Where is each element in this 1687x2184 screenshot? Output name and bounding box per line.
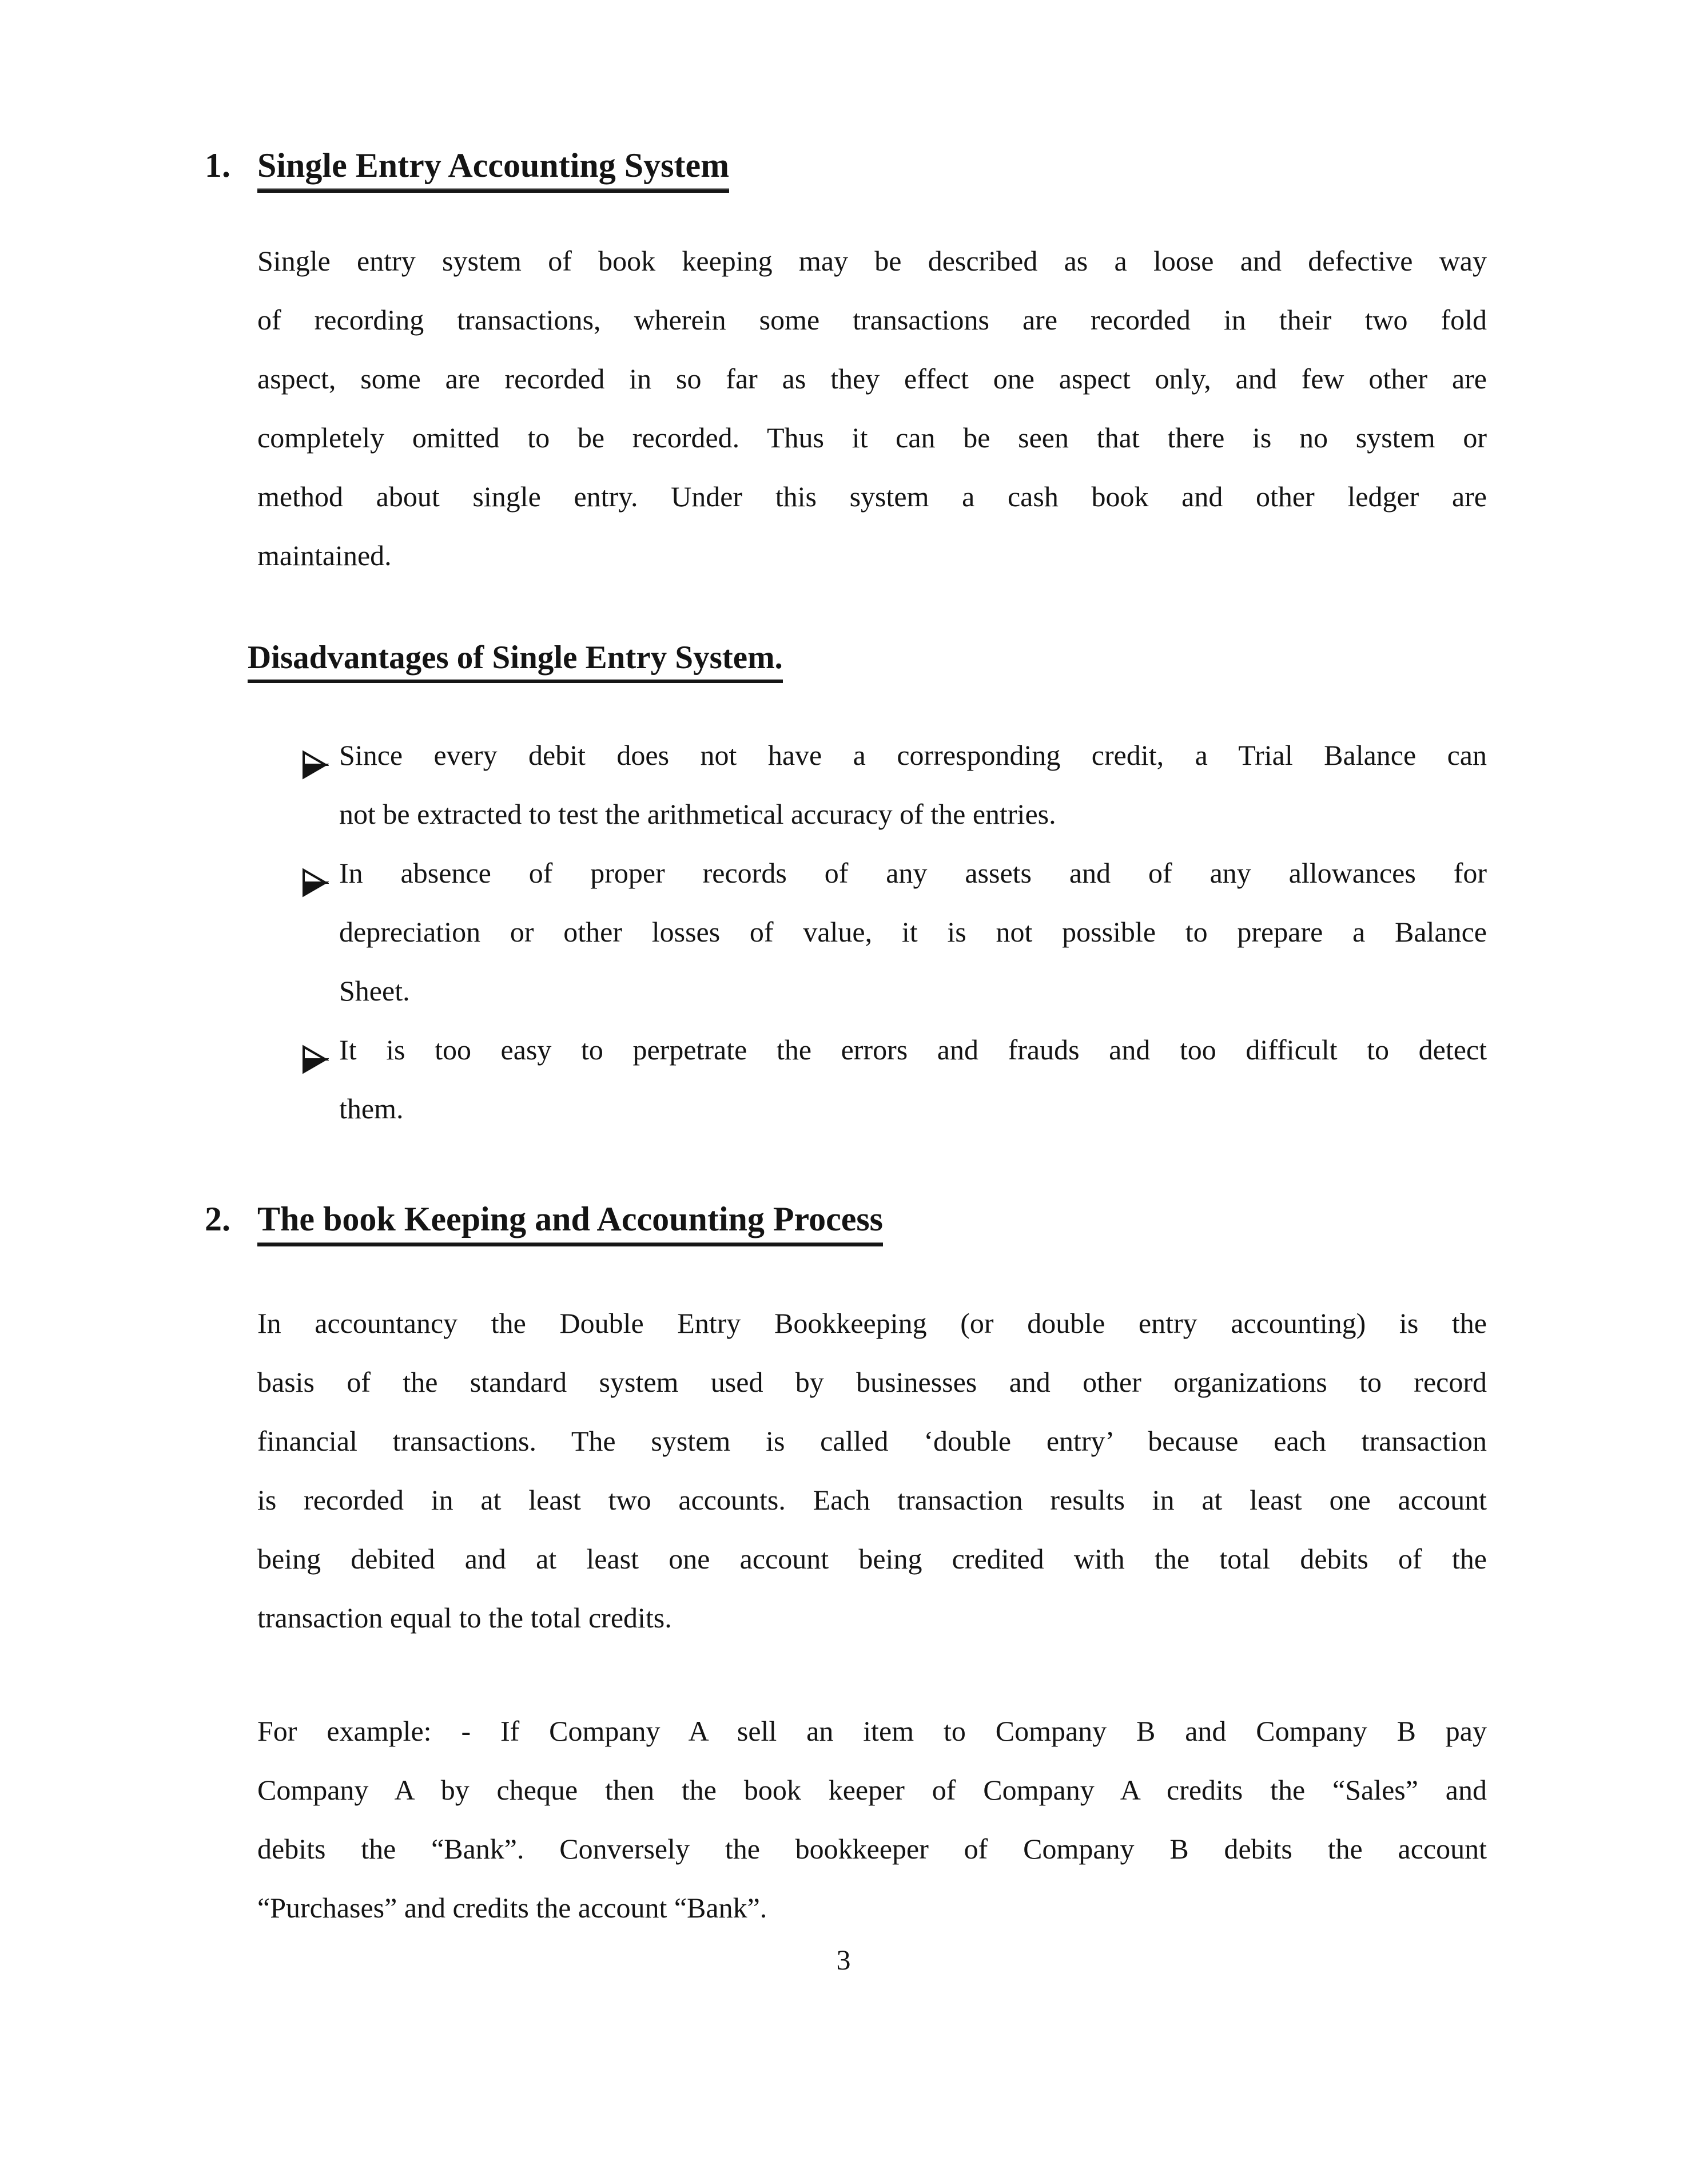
text-line: In absence of proper records of any assets and of any allowances for <box>339 857 1487 889</box>
text-line: completely omitted to be recorded. Thus it can be seen that there is no system or <box>257 422 1487 454</box>
text-line: financial transactions. The system is called ‘double entry’ because each transaction <box>257 1425 1487 1457</box>
arrowhead-bullet-icon <box>301 742 339 801</box>
text-line: “Purchases” and credits the account “Bank”. <box>257 1892 767 1924</box>
list-item <box>301 844 1487 1020</box>
section-2-heading <box>205 1199 883 1246</box>
section-1-heading <box>205 145 729 193</box>
list-item <box>301 726 1487 844</box>
disadvantages-subheading-title: Disadvantages of Single Entry System. <box>248 639 783 683</box>
paragraph-example <box>257 1702 1487 1937</box>
text-line: not be extracted to test the arithmetical accuracy of the entries. <box>339 798 1056 830</box>
text-line: Company A by cheque then the book keeper of Company A credits the “Sales” and <box>257 1774 1487 1806</box>
list-item <box>301 1020 1487 1138</box>
page-number: 3 <box>836 1944 851 1976</box>
text-line: aspect, some are recorded in so far as they effect one aspect only, and few other are <box>257 363 1487 395</box>
disadvantages-list <box>301 726 1487 1138</box>
text-line: In accountancy the Double Entry Bookkeeping (or double entry accounting) is the <box>257 1307 1487 1339</box>
section-1-number: 1. <box>205 146 230 184</box>
text-line: Since every debit does not have a corresponding credit, a Trial Balance can <box>339 739 1487 771</box>
list-item-text <box>339 844 1487 1020</box>
paragraph-single-entry <box>257 232 1487 585</box>
text-line: is recorded in at least two accounts. Each transaction results in at least one account <box>257 1484 1487 1516</box>
text-line: of recording transactions, wherein some transactions are recorded in their two fold <box>257 304 1487 336</box>
arrowhead-bullet-icon <box>301 1037 339 1095</box>
disadvantages-subheading <box>248 639 783 683</box>
text-line: them. <box>339 1093 404 1125</box>
text-line: depreciation or other losses of value, it is not possible to prepare a Balance <box>339 916 1487 948</box>
section-1-title: Single Entry Accounting System <box>257 145 729 193</box>
text-line: transaction equal to the total credits. <box>257 1602 672 1634</box>
section-2-number: 2. <box>205 1200 230 1238</box>
text-line: basis of the standard system used by businesses and other organizations to record <box>257 1366 1487 1398</box>
paragraph-double-entry <box>257 1294 1487 1647</box>
text-line: debits the “Bank”. Conversely the bookkeeper of Company B debits the account <box>257 1833 1487 1865</box>
list-item-text <box>339 726 1487 844</box>
text-line: Sheet. <box>339 975 410 1007</box>
arrowhead-bullet-icon <box>301 860 339 919</box>
text-line: maintained. <box>257 539 392 571</box>
text-line: method about single entry. Under this system a cash book and other ledger are <box>257 481 1487 513</box>
section-2-title: The book Keeping and Accounting Process <box>257 1199 883 1246</box>
text-line: being debited and at least one account being credited with the total debits of the <box>257 1543 1487 1575</box>
list-item-text <box>339 1020 1487 1138</box>
text-line: For example: - If Company A sell an item to Company B and Company B pay <box>257 1715 1487 1747</box>
text-line: Single entry system of book keeping may be described as a loose and defective way <box>257 245 1487 277</box>
text-line: It is too easy to perpetrate the errors and frauds and too difficult to detect <box>339 1034 1487 1066</box>
